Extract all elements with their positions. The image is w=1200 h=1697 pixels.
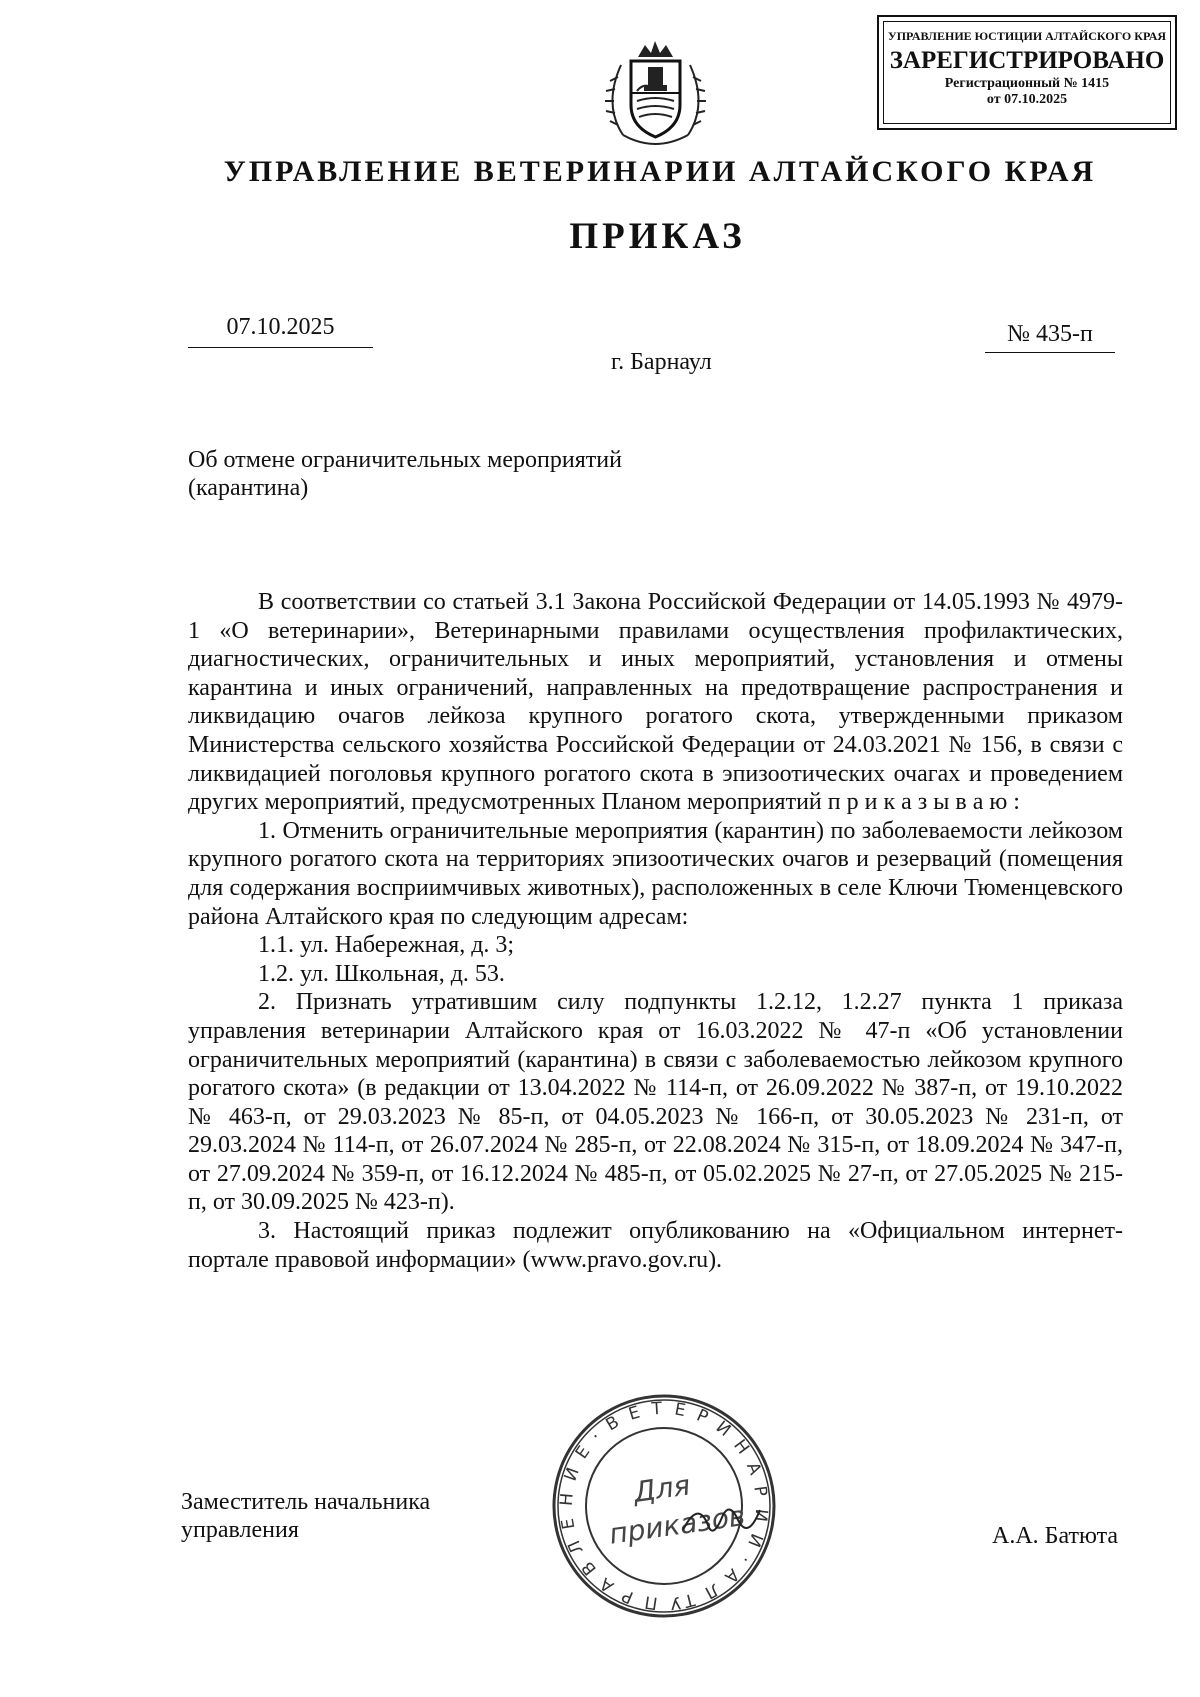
subject-line-2: (карантина) bbox=[188, 475, 309, 501]
signatory-position-line-1: Заместитель начальника bbox=[181, 1489, 431, 1515]
signatory-position bbox=[181, 1488, 430, 1544]
registration-number: Регистрационный № 1415 bbox=[944, 76, 1110, 91]
point-2: 2. Признать утратившим силу подпункты 1.2.12, 1.2.27 пункта 1 приказа управления ветеринарии Алтайского края от 16.03.2022 № 47-п «Об установлении ограничительных мероприятий (карантина) в связи с заболеваемостью лейкозом крупного рогатого скота» (в редакции от 13.04.2022 № 114-п, от 26.09.2022 № 387-п, от 19.10.2022 № 463-п, от 29.03.2023 № 85-п, от 04.05.2023 № 166-п, от 30.05.2023 № 231-п, от 29.03.2024 № 114-п, от 26.07.2024 № 285-п, от 22.08.2024 № 315-п, от 18.09.2024 № 347-п, от 27.09.2024 № 359-п, от 16.12.2024 № 485-п, от 05.02.2025 № 27-п, от 27.05.2025 № 215-п, от 30.09.2025 № 423-п). bbox=[188, 989, 1123, 1216]
order-subject bbox=[188, 446, 622, 502]
order-number: № 435-п bbox=[985, 320, 1115, 353]
signatory-position-line-2: управления bbox=[181, 1517, 299, 1543]
point-1: 1. Отменить ограничительные мероприятия (карантин) по заболеваемости лейкозом крупного рогатого скота на территориях эпизоотических очагов и резерваций (помещения для содержания восприимчивых животных), расположенных в селе Ключи Тюменцевского района Алтайского края по следующим адресам: bbox=[188, 817, 1123, 930]
signatory-name: А.А. Батюта bbox=[992, 1523, 1119, 1549]
order-city: г. Барнаул bbox=[611, 349, 712, 375]
registration-date: от 07.10.2025 bbox=[986, 92, 1068, 107]
document-type: ПРИКАЗ bbox=[569, 216, 746, 257]
order-date: 07.10.2025 bbox=[188, 313, 373, 348]
order-body bbox=[188, 588, 1123, 1274]
order-word: п р и к а з ы в а ю : bbox=[827, 789, 1020, 816]
preamble-paragraph bbox=[188, 588, 1123, 817]
point-1-1: 1.1. ул. Набережная, д. 3; bbox=[258, 932, 515, 959]
registration-box bbox=[877, 15, 1177, 130]
official-seal-stamp bbox=[548, 1390, 780, 1622]
coat-of-arms-icon bbox=[593, 35, 718, 155]
svg-text:У П Р А В Л Е Н И Е · В Е Т Е: У П Р А В Л Е Н И Е · В Е Т Е Р И Н А Р И И · А Л Т bbox=[556, 1398, 772, 1614]
subject-line-1: Об отмене ограничительных мероприятий bbox=[188, 447, 622, 473]
svg-text:приказов: приказов bbox=[607, 1498, 748, 1551]
registration-status: ЗАРЕГИСТРИРОВАНО bbox=[889, 47, 1165, 74]
point-3: 3. Настоящий приказ подлежит опубликованию на «Официальном интернет-портале правовой информации» (www.pravo.gov.ru). bbox=[188, 1218, 1123, 1273]
point-1-2: 1.2. ул. Школьная, д. 53. bbox=[258, 960, 505, 987]
svg-text:Для: Для bbox=[631, 1468, 693, 1509]
organization-title: УПРАВЛЕНИЕ ВЕТЕРИНАРИИ АЛТАЙСКОГО КРАЯ bbox=[223, 155, 1097, 188]
preamble-text: В соответствии со статьей 3.1 Закона Российской Федерации от 14.05.1993 № 4979-1 «О ветеринарии», Ветеринарными правилами осуществления профилактических, диагностических, ограничительных и иных мероприятий, установления и отмены карантина и иных ограничений, направленных на предотвращение распространения и ликвидацию очагов лейкоза крупного рогатого скота, утвержденными приказом Министерства сельского хозяйства Российской Федерации от 24.03.2021 № 156, в связи с ликвидацией поголовья крупного рогатого скота в эпизоотических очагах и проведением других мероприятий, предусмотренных Планом мероприятий bbox=[188, 589, 1123, 816]
registration-box-inner bbox=[883, 21, 1171, 124]
registration-org: УПРАВЛЕНИЕ ЮСТИЦИИ АЛТАЙСКОГО КРАЯ bbox=[887, 29, 1167, 43]
